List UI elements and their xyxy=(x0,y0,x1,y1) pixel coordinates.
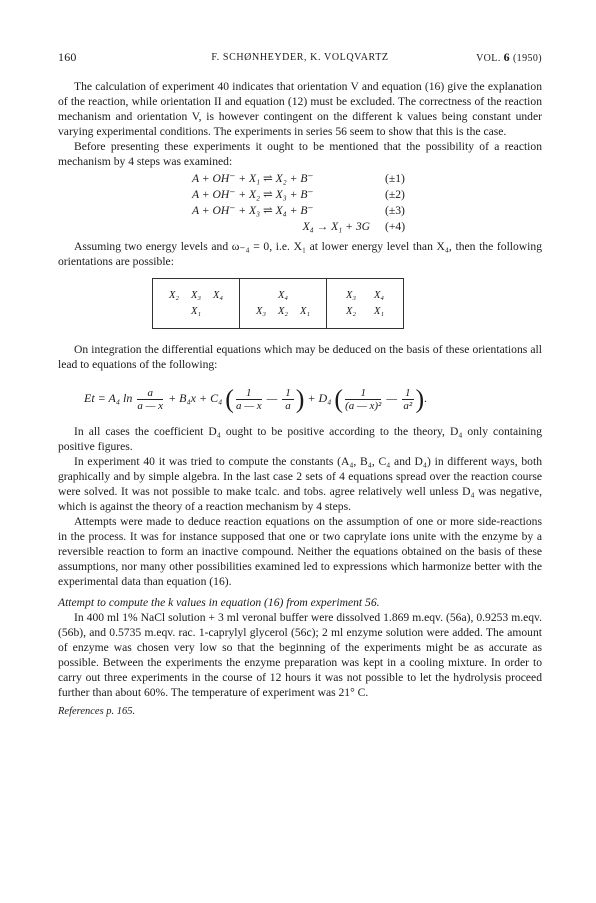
section-heading: Attempt to compute the k values in equation (16) from experiment 56. xyxy=(58,596,380,609)
equation-term: + B₄x + C₄ xyxy=(168,391,223,405)
orientation-label: X₂ xyxy=(345,305,357,317)
orientation-label: X₄ xyxy=(212,289,224,301)
equation-number: (±3) xyxy=(385,204,405,217)
orientation-label xyxy=(163,304,185,320)
equation-row xyxy=(58,187,542,203)
orientation-label: X₃ xyxy=(345,289,357,301)
reaction-equations xyxy=(58,171,542,235)
orientation-cell xyxy=(240,279,327,329)
orientation-table xyxy=(152,278,404,329)
equation-row xyxy=(58,203,542,219)
paragraph-8: In 400 ml 1% NaCl solution + 3 ml veronal buffer were dissolved 1.869 m.eqv. (56a), 0.9253 m.eqv. (56b), and 0.5735 m.eqv. rac. 1-caprylyl glycerol (56c); 2 ml enzyme solution were added. The amount of enzyme was chosen very low so that the beginning of the experiments might be as accurate as possible. Between the experiments the enzyme preparation was kept in a cooling mixture. In order to carry out three experiments in the course of 12 hours it was not possible to let the hydrolysis proceed further than about 60%. The temperature of experiment was 21° C. xyxy=(58,611,542,699)
equation-expression: X₄ → X₁ + 3G xyxy=(302,220,370,233)
orientation-label: X₃ xyxy=(190,289,202,301)
orientation-cell xyxy=(153,279,240,329)
equation-expression: A + OH⁻ + X₃ ⇌ X₄ + B⁻ xyxy=(192,204,314,217)
paragraph-3: Assuming two energy levels and ω₋₄ = 0, i.e. X₁ at lower energy level than X₄, then the following orientations are possible: xyxy=(58,240,542,268)
orientation-label xyxy=(207,304,229,320)
fraction: $\frac{a}{a — x}$ xyxy=(137,386,164,412)
orientation-label: X₃ xyxy=(255,305,267,317)
page-number: 160 xyxy=(58,50,77,64)
orientation-cell xyxy=(327,279,404,329)
orientation-label: X₁ xyxy=(299,305,311,317)
orientation-label: X₄ xyxy=(373,289,385,301)
fraction: $\frac{1}{a}$ xyxy=(282,387,294,412)
paragraph-7: Attempts were made to deduce reaction equations on the assumption of one or more side-reactions in the process. It was for instance supposed that one or two caprylate ions unite with the enzyme by a reversible reaction to form an inactive compound. Neither the equations obtained on the basis of these assumptions, nor many other possibilities examined led to expressions which harmonize better with the experimental data than equation (16). xyxy=(58,515,542,588)
fraction: $\frac{1}{\text{(a — x)²}}$ xyxy=(345,386,382,412)
paragraph-5: In all cases the coefficient D₄ ought to be positive according to the theory, D₄ only containing positive figures. xyxy=(58,425,542,453)
equation-lhs: Et = A₄ ln xyxy=(84,391,133,405)
equation-end: . xyxy=(424,391,428,405)
integrated-rate-equation: Et = A₄ ln $\frac{a}{a — x}$ + B₄x + C₄ ( $\frac{1}{a — x}$ — $\frac{1}{a}$ ) + D₄ ( $\frac{1}{\text{(a — x)²}}$ — $\frac{1}{\text{a²}}$ ). xyxy=(84,384,428,414)
orientation-label xyxy=(294,288,316,304)
equation-term: + D₄ xyxy=(307,391,332,405)
orientation-label: X₄ xyxy=(277,289,289,301)
equation-number: (+4) xyxy=(385,220,406,233)
equation-operator: — xyxy=(266,391,278,405)
equation-operator: — xyxy=(386,391,398,405)
volume-label: VOL. xyxy=(476,53,501,64)
paragraph-2: Before presenting these experiments it ought to be mentioned that the possibility of a reaction mechanism by 4 steps was examined: xyxy=(58,140,542,168)
fraction: $\frac{1}{\text{a²}}$ xyxy=(403,386,413,412)
equation-row xyxy=(58,219,542,235)
orientation-label: X₂ xyxy=(277,305,289,317)
equation-number: (±2) xyxy=(385,188,405,201)
journal-page xyxy=(58,50,542,719)
orientation-label: X₂ xyxy=(168,289,180,301)
orientation-label: X₁ xyxy=(373,305,385,317)
volume-number: 6 xyxy=(503,50,511,64)
fraction: $\frac{1}{a — x}$ xyxy=(235,386,262,412)
equation-row xyxy=(58,171,542,187)
equation-number: (±1) xyxy=(385,172,405,185)
running-header xyxy=(58,50,542,66)
running-title: F. SCHØNHEYDER, K. VOLQVARTZ xyxy=(211,52,389,63)
volume-info xyxy=(476,50,542,66)
paragraph-6: In experiment 40 it was tried to compute the constants (A₄, B₄, C₄ and D₄) in different ways, both graphically and by simple algebra. In the last case 2 sets of 4 equations spread over the reaction course were solved. It was not possible to make tcalc. and tobs. agree relatively well unless D₄ was negative, which is against the theory of a reaction mechanism by 4 steps. xyxy=(58,455,542,513)
equation-expression: A + OH⁻ + X₂ ⇌ X₃ + B⁻ xyxy=(192,188,314,201)
paragraph-1: The calculation of experiment 40 indicates that orientation V and equation (16) give the explanation of the reaction, while orientation II and equation (12) must be excluded. The correctness of the reaction mechanism and orientation V, is however contingent on the different k values being constant under varying experimental conditions. The experiments in series 56 seem to show that this is the case. xyxy=(58,80,542,138)
paragraph-4: On integration the differential equations which may be deduced on the basis of these orientations all lead to equations of the following: xyxy=(58,343,542,371)
volume-year: (1950) xyxy=(512,53,542,64)
orientation-label: X₁ xyxy=(190,305,202,317)
equation-expression: A + OH⁻ + X₁ ⇌ X₂ + B⁻ xyxy=(192,172,314,185)
orientation-label xyxy=(250,288,272,304)
references-note: References p. 165. xyxy=(58,706,136,717)
